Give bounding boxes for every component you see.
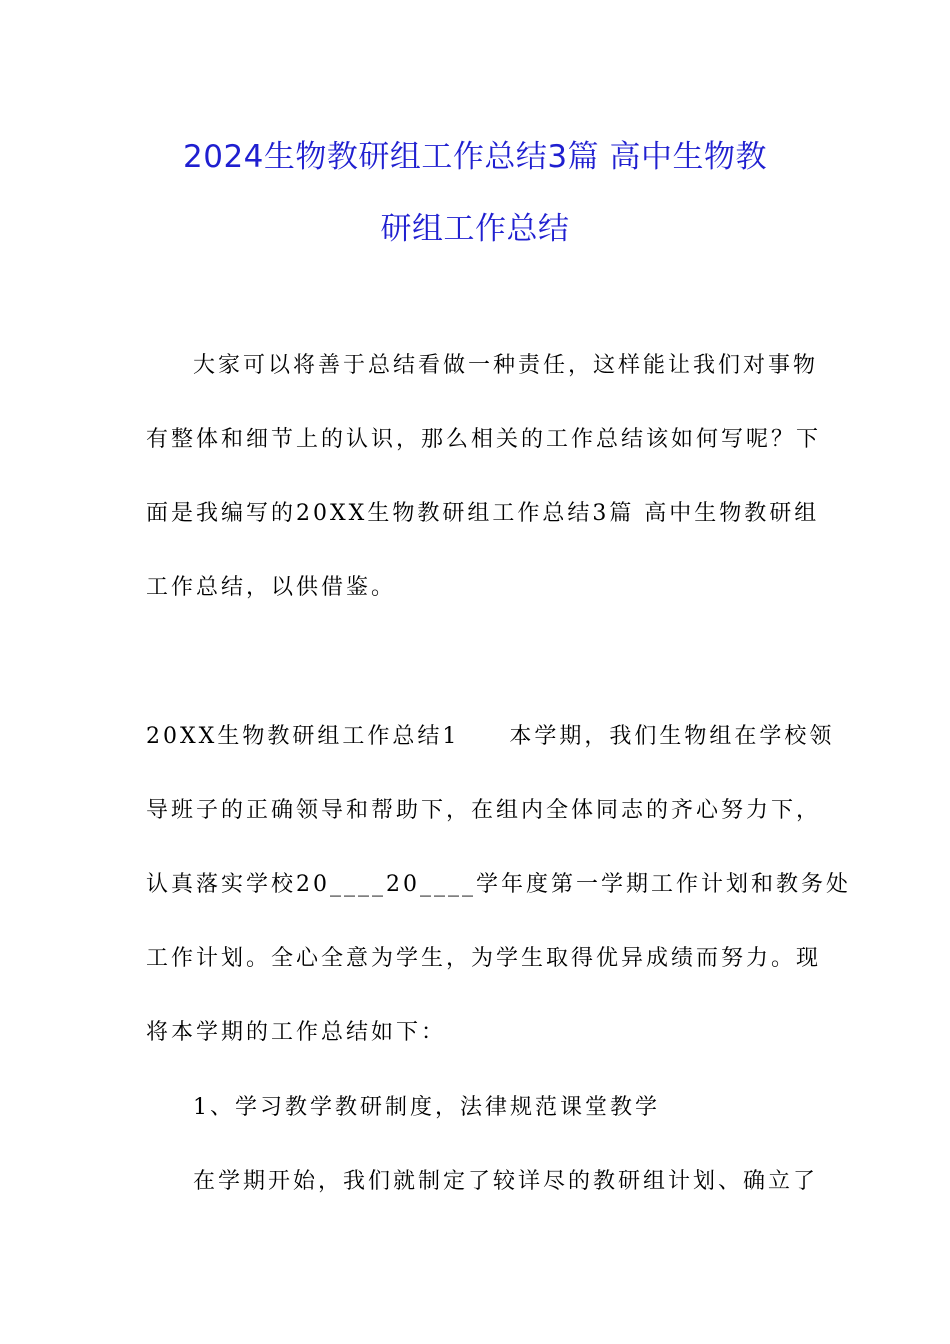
section-paragraph-line-3: 认真落实学校20____20____学年度第一学期工作计划和教务处 xyxy=(146,872,851,897)
document-title-line-2: 研组工作总结 xyxy=(380,211,570,247)
section-paragraph-line-5: 将本学期的工作总结如下： xyxy=(146,1020,447,1045)
intro-paragraph-line-1: 大家可以将善于总结看做一种责任，这样能让我们对事物 xyxy=(193,353,819,378)
section-paragraph-line-2: 导班子的正确领导和帮助下，在组内全体同志的齐心努力下， xyxy=(146,798,822,823)
intro-paragraph-line-3: 面是我编写的20XX生物教研组工作总结3篇 高中生物教研组 xyxy=(146,501,820,526)
intro-paragraph-line-4: 工作总结，以供借鉴。 xyxy=(146,575,397,600)
paragraph-1-line-1: 在学期开始，我们就制定了较详尽的教研组计划、确立了 xyxy=(193,1169,819,1194)
section-heading-1: 1、学习教学教研制度，法律规范课堂教学 xyxy=(193,1095,660,1120)
section-paragraph-line-1: 20XX生物教研组工作总结1 本学期，我们生物组在学校领 xyxy=(146,724,835,749)
intro-paragraph-line-2: 有整体和细节上的认识，那么相关的工作总结该如何写呢？下 xyxy=(146,427,822,452)
document-title-line-1: 2024生物教研组工作总结3篇 高中生物教 xyxy=(183,139,767,175)
section-paragraph-line-4: 工作计划。全心全意为学生，为学生取得优异成绩而努力。现 xyxy=(146,946,822,971)
